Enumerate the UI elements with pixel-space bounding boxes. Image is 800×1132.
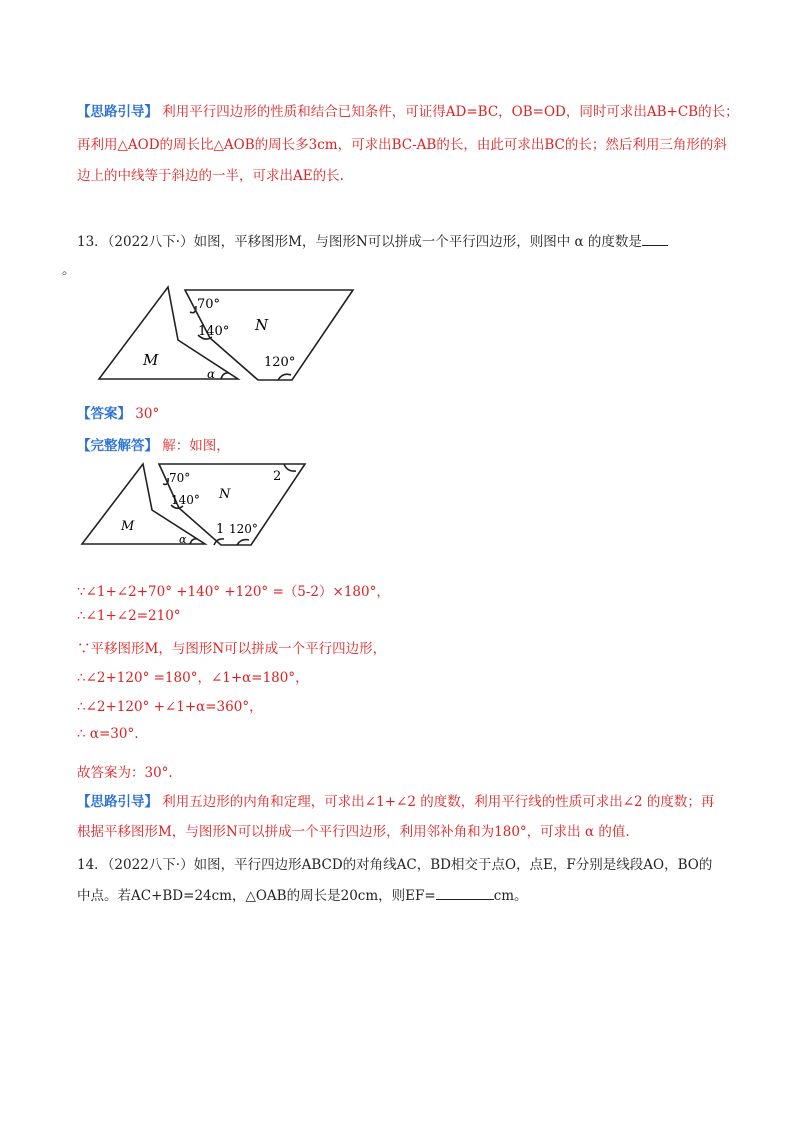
label-120-2: 120° bbox=[229, 522, 258, 536]
angle120-arc bbox=[278, 374, 291, 380]
solution-intro: 解：如图， bbox=[162, 438, 230, 454]
label-140-2: 140° bbox=[171, 493, 200, 507]
q14-line2 bbox=[77, 884, 727, 904]
hint1-line1 bbox=[77, 100, 739, 120]
label-70: 70° bbox=[197, 297, 221, 312]
hint2-line1 bbox=[77, 790, 727, 810]
label-2: 2 bbox=[273, 469, 282, 484]
answer-value: 30° bbox=[135, 406, 160, 422]
q13-answer-blank bbox=[642, 233, 668, 246]
label-m: M bbox=[143, 351, 159, 369]
alpha-arc bbox=[221, 373, 229, 379]
hint1-line3: 边上的中线等于斜边的一半，可求出AE的长. bbox=[77, 168, 344, 184]
hint1-text1: 利用平行四边形的性质和结合已知条件，可证得AD=BC，OB=OD，同时可求出AB+CB的长； bbox=[162, 104, 739, 120]
angle120-arc-2 bbox=[237, 540, 249, 545]
answer-line bbox=[77, 402, 727, 422]
q14-line1: 14．（2022八下·）如图，平行四边形ABCD的对角线AC，BD相交于点O，点E，F分别是线段AO，BO的 bbox=[77, 857, 713, 873]
q13-figure bbox=[95, 282, 357, 386]
q14-answer-blank bbox=[436, 887, 494, 900]
label-alpha: α bbox=[207, 367, 216, 381]
q13-stem bbox=[77, 230, 727, 250]
label-n-2: N bbox=[219, 487, 231, 502]
solution-step-3: ∵平移图形M，与图形N可以拼成一个平行四边形， bbox=[77, 641, 387, 657]
label-m-2: M bbox=[121, 519, 135, 534]
answer-tag: 【答案】 bbox=[77, 406, 131, 422]
hint1-tag: 【思路引导】 bbox=[77, 104, 158, 120]
hint2-tag: 【思路引导】 bbox=[77, 794, 158, 810]
label-120: 120° bbox=[264, 355, 296, 370]
solution-figure bbox=[79, 458, 309, 550]
q13-text: 13．（2022八下·）如图，平移图形M，与图形N可以拼成一个平行四边形，则图中 α 的度数是 bbox=[77, 234, 642, 250]
solution-step-4: ∴∠2+120° =180°，∠1+α=180°， bbox=[77, 670, 309, 686]
hint1-line2: 再利用△AOD的周长比△AOB的周长多3cm，可求出BC-AB的长，由此可求出BC的长；然后利用三角形的斜 bbox=[77, 137, 727, 153]
solution-tag: 【完整解答】 bbox=[77, 438, 158, 454]
solution-final: 故答案为：30°. bbox=[77, 765, 173, 781]
label-n: N bbox=[255, 316, 269, 334]
label-140: 140° bbox=[198, 324, 230, 339]
label-alpha-2: α bbox=[179, 533, 187, 546]
solution-step-5: ∴∠2+120° +∠1+α=360°， bbox=[77, 699, 263, 715]
hint2-text1: 利用五边形的内角和定理，可求出∠1+∠2 的度数，利用平行线的性质可求出∠2 的度数；再 bbox=[162, 794, 715, 810]
q13-tail: 。 bbox=[62, 262, 76, 278]
solution-step-6: ∴ α=30°. bbox=[77, 726, 139, 742]
label-1: 1 bbox=[216, 522, 225, 537]
q14-text2b: cm。 bbox=[493, 888, 528, 904]
hint2-line2: 根据平移图形M，与图形N可以拼成一个平行四边形，利用邻补角和为180°，可求出 α 的值. bbox=[77, 824, 630, 840]
label-70-2: 70° bbox=[169, 471, 191, 485]
solution-step-2: ∴∠1+∠2=210° bbox=[77, 608, 181, 624]
solution-step-1: ∵∠1+∠2+70° +140° +120° =（5-2）×180°， bbox=[77, 584, 390, 600]
solution-intro-line bbox=[77, 434, 727, 454]
q14-text2a: 中点。若AC+BD=24cm，△OAB的周长是20cm，则EF= bbox=[77, 888, 436, 904]
angle2-arc bbox=[284, 464, 296, 471]
